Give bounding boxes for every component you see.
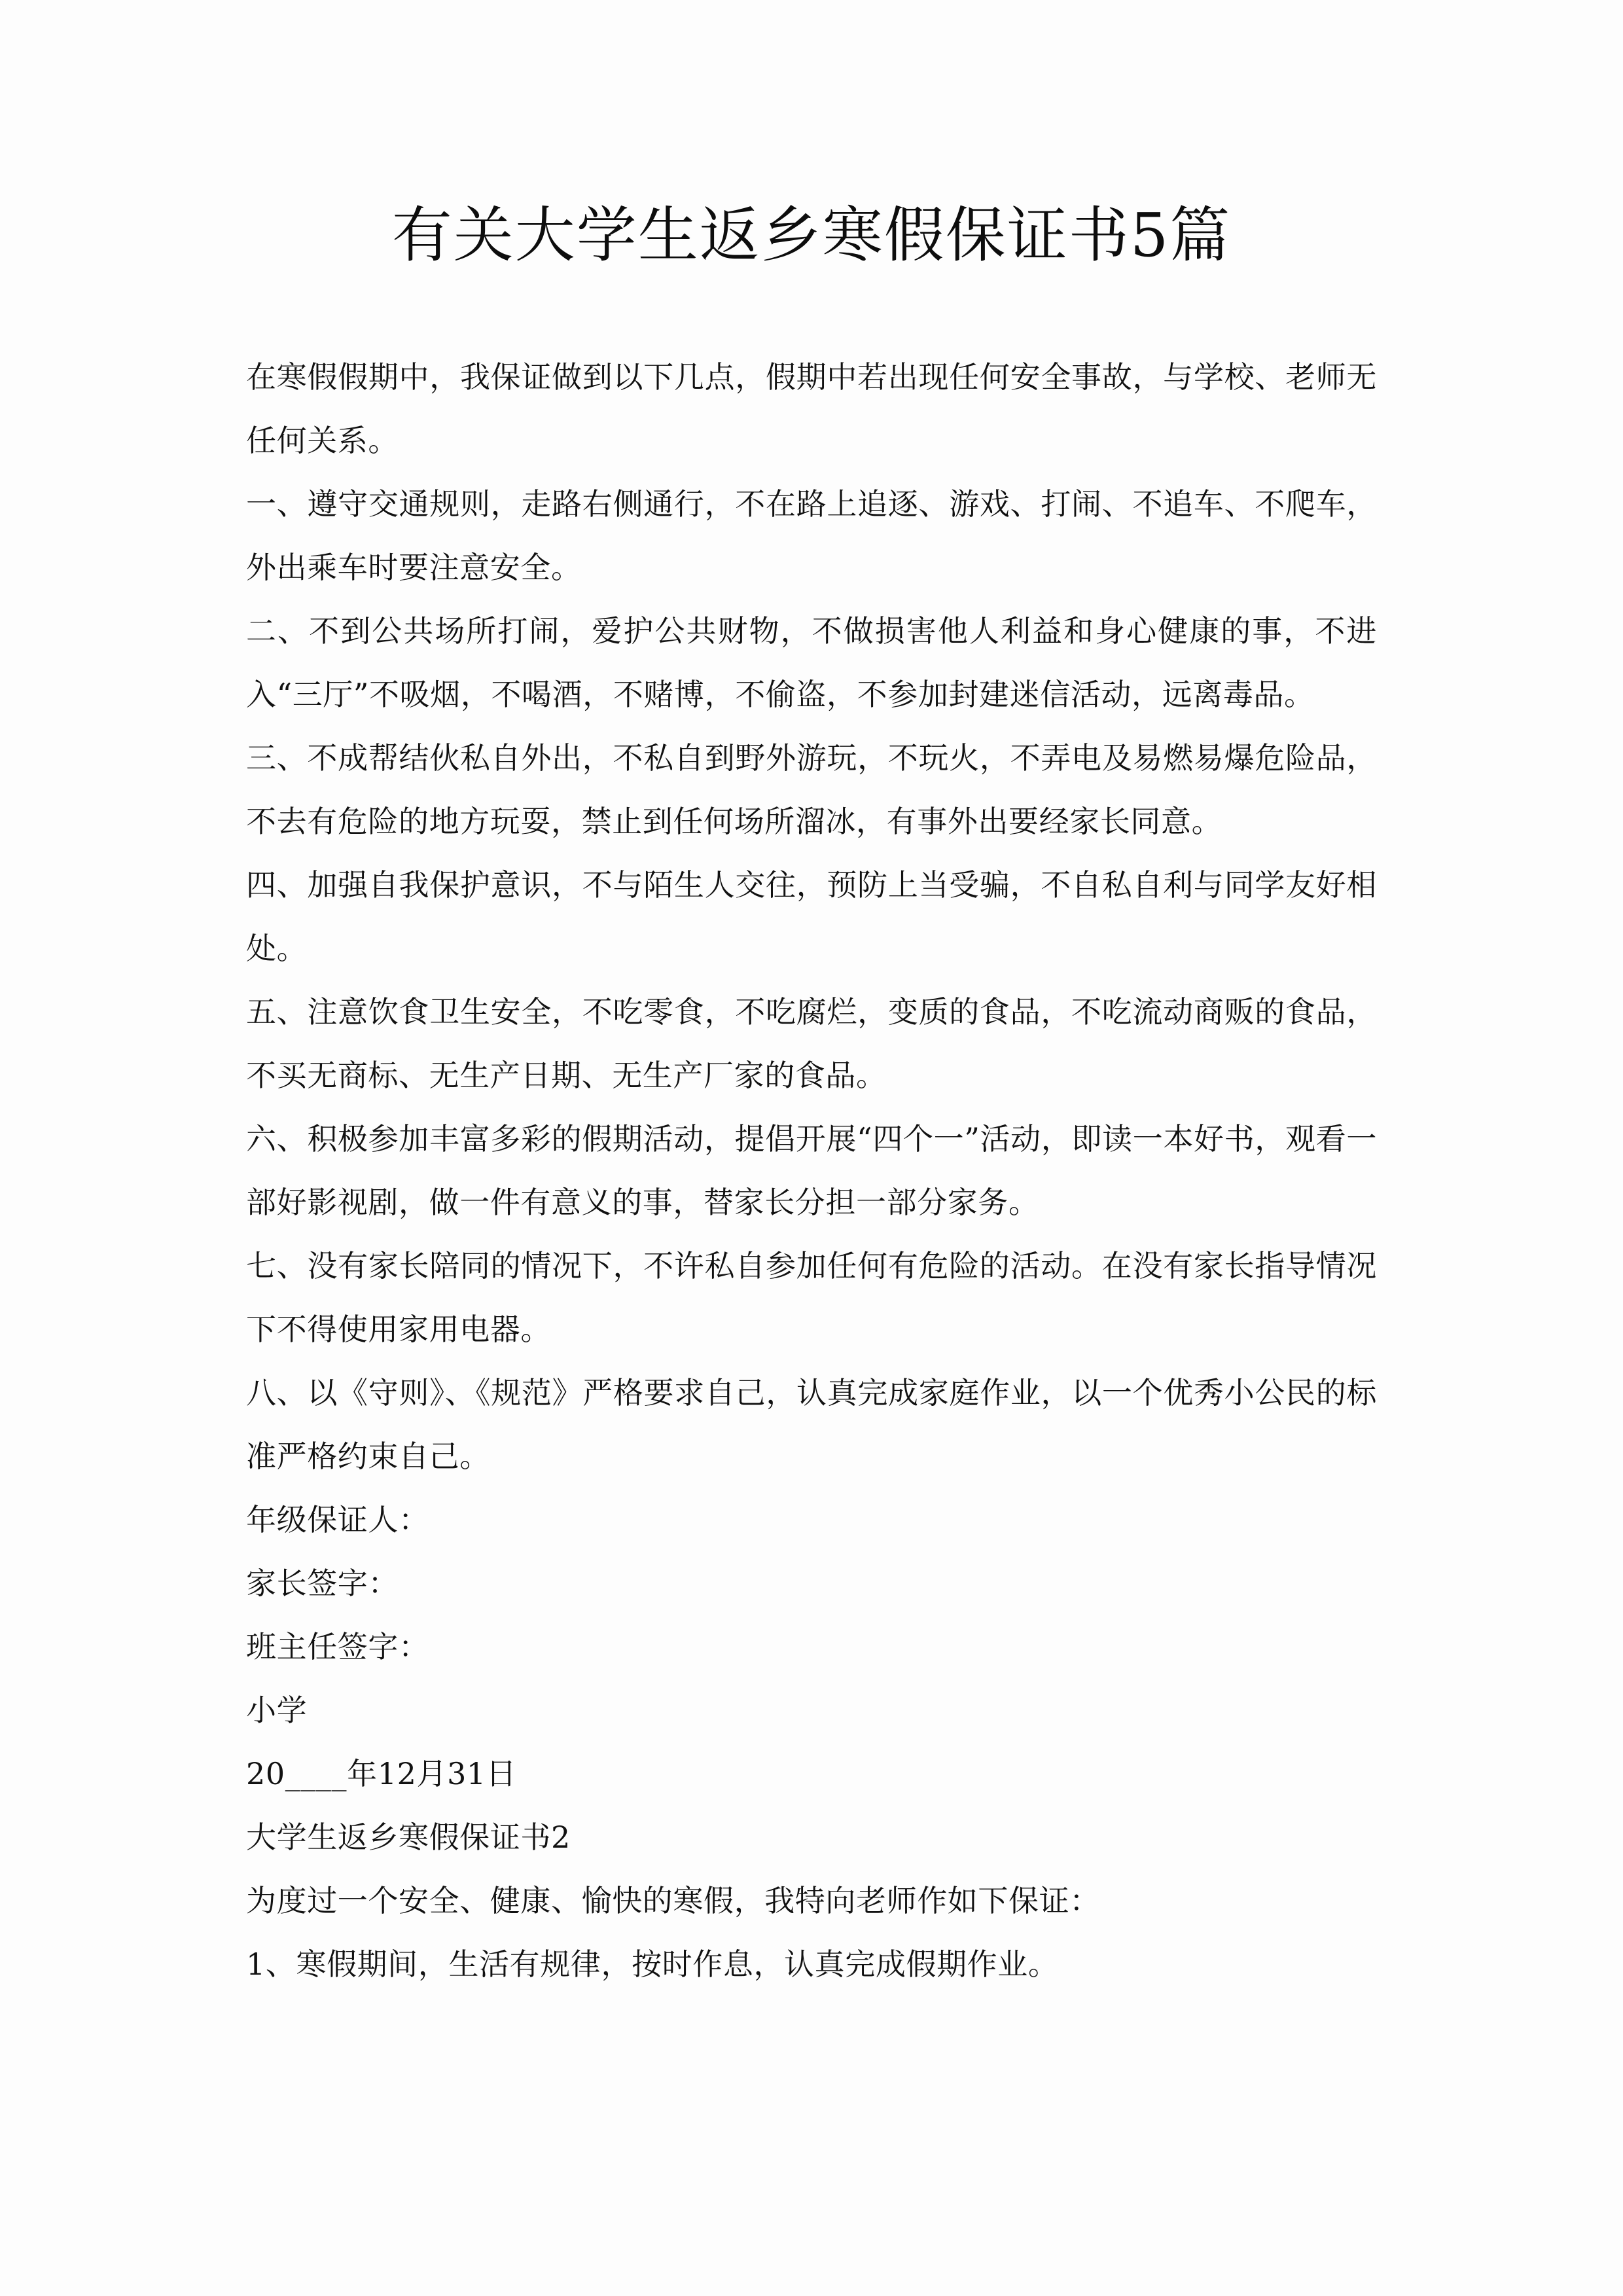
- rule-6-paragraph: 六、积极参加丰富多彩的假期活动，提倡开展“四个一”活动，即读一本好书，观看一部好影视剧，做一件有意义的事，替家长分担一部分家务。: [246, 1121, 1377, 1220]
- rule-1-paragraph: 一、遵守交通规则，走路右侧通行，不在路上追逐、游戏、打闹、不追车、不爬车，外出乘车时要注意安全。: [246, 486, 1377, 585]
- rule-2-paragraph: 二、不到公共场所打闹，爱护公共财物，不做损害他人利益和身心健康的事，不进入“三厅”不吸烟，不喝酒，不赌博，不偷盗，不参加封建迷信活动，远离毒品。: [246, 613, 1377, 712]
- signature-head-teacher: 班主任签字：: [246, 1629, 429, 1664]
- date-line: 20____年12月31日: [246, 1756, 517, 1791]
- rule-4-paragraph: 四、加强自我保护意识，不与陌生人交往，预防上当受骗，不自私自利与同学友好相处。: [246, 867, 1377, 966]
- intro-paragraph: 在寒假假期中，我保证做到以下几点，假期中若出现任何安全事故，与学校、老师无任何关系。: [246, 359, 1377, 458]
- section-2-intro: 为度过一个安全、健康、愉快的寒假，我特向老师作如下保证：: [246, 1883, 1100, 1918]
- section-2-item-1: 1、寒假期间，生活有规律，按时作息，认真完成假期作业。: [246, 1946, 1059, 1982]
- document-title: 有关大学生返乡寒假保证书5篇: [391, 200, 1232, 270]
- document-body: [246, 346, 1377, 1996]
- school-name-line: 小学: [246, 1693, 308, 1728]
- rule-8-paragraph: 八、以《守则》、《规范》严格要求自己，认真完成家庭作业，以一个优秀小公民的标准严格约束自己。: [246, 1375, 1377, 1474]
- rule-5-paragraph: 五、注意饮食卫生安全，不吃零食，不吃腐烂，变质的食品，不吃流动商贩的食品，不买无商标、无生产日期、无生产厂家的食品。: [246, 994, 1377, 1093]
- rule-3-paragraph: 三、不成帮结伙私自外出，不私自到野外游玩，不玩火，不弄电及易燃易爆危险品，不去有危险的地方玩耍，禁止到任何场所溜冰，有事外出要经家长同意。: [246, 740, 1377, 839]
- rule-7-paragraph: 七、没有家长陪同的情况下，不许私自参加任何有危险的活动。在没有家长指导情况下不得使用家用电器。: [246, 1248, 1377, 1347]
- section-2-heading: 大学生返乡寒假保证书2: [246, 1820, 571, 1855]
- signature-grade-guarantor: 年级保证人：: [246, 1502, 429, 1537]
- signature-parent: 家长签字：: [246, 1566, 399, 1601]
